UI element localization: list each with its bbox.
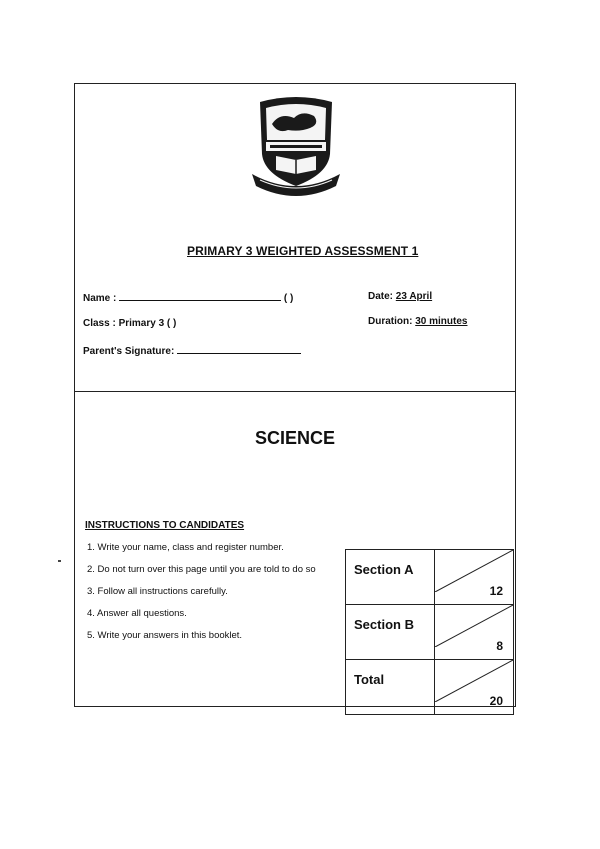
date-label: Date: — [368, 291, 394, 302]
name-line[interactable] — [119, 291, 281, 301]
duration-label: Duration: — [368, 316, 413, 327]
total-marks-cell[interactable] — [435, 660, 514, 715]
parent-signature-label: Parent's Signature: — [83, 346, 175, 357]
subject-title: SCIENCE — [254, 428, 335, 448]
instructions-heading: INSTRUCTIONS TO CANDIDATES — [85, 520, 245, 531]
section-b-label: Section B — [346, 605, 435, 660]
section-divider — [75, 391, 515, 392]
scan-speck — [58, 560, 61, 562]
table-row — [346, 605, 514, 660]
class-field — [83, 318, 176, 329]
section-b-marks: 8 — [496, 639, 503, 653]
duration-value: 30 minutes — [415, 316, 468, 327]
instruction-item: 4. Answer all questions. — [87, 608, 187, 619]
register-number-brackets: ( ) — [283, 293, 294, 304]
total-marks: 20 — [489, 694, 503, 708]
school-crest-icon — [250, 94, 342, 204]
score-table — [345, 549, 514, 715]
instruction-item: 2. Do not turn over this page until you are told to do so — [87, 564, 316, 575]
instruction-item: 5. Write your answers in this booklet. — [87, 630, 243, 641]
table-row — [346, 660, 514, 715]
section-b-marks-cell[interactable] — [435, 605, 514, 660]
cover-page-frame — [74, 83, 516, 707]
class-label: Class : Primary 3 ( ) — [83, 318, 177, 329]
instructions-list — [87, 542, 316, 652]
table-row — [346, 550, 514, 605]
instruction-item: 3. Follow all instructions carefully. — [87, 586, 228, 597]
date-field — [368, 291, 432, 302]
total-label: Total — [346, 660, 435, 715]
name-field — [83, 291, 293, 304]
section-a-marks: 12 — [489, 584, 503, 598]
section-a-marks-cell[interactable] — [435, 550, 514, 605]
section-a-label: Section A — [346, 550, 435, 605]
name-label: Name : — [83, 293, 117, 304]
date-value: 23 April — [395, 291, 433, 302]
parent-signature-field — [83, 344, 301, 357]
duration-field — [368, 316, 467, 327]
instruction-item: 1. Write your name, class and register number. — [87, 542, 284, 553]
signature-line[interactable] — [177, 344, 301, 354]
assessment-title: PRIMARY 3 WEIGHTED ASSESSMENT 1 — [187, 244, 419, 258]
